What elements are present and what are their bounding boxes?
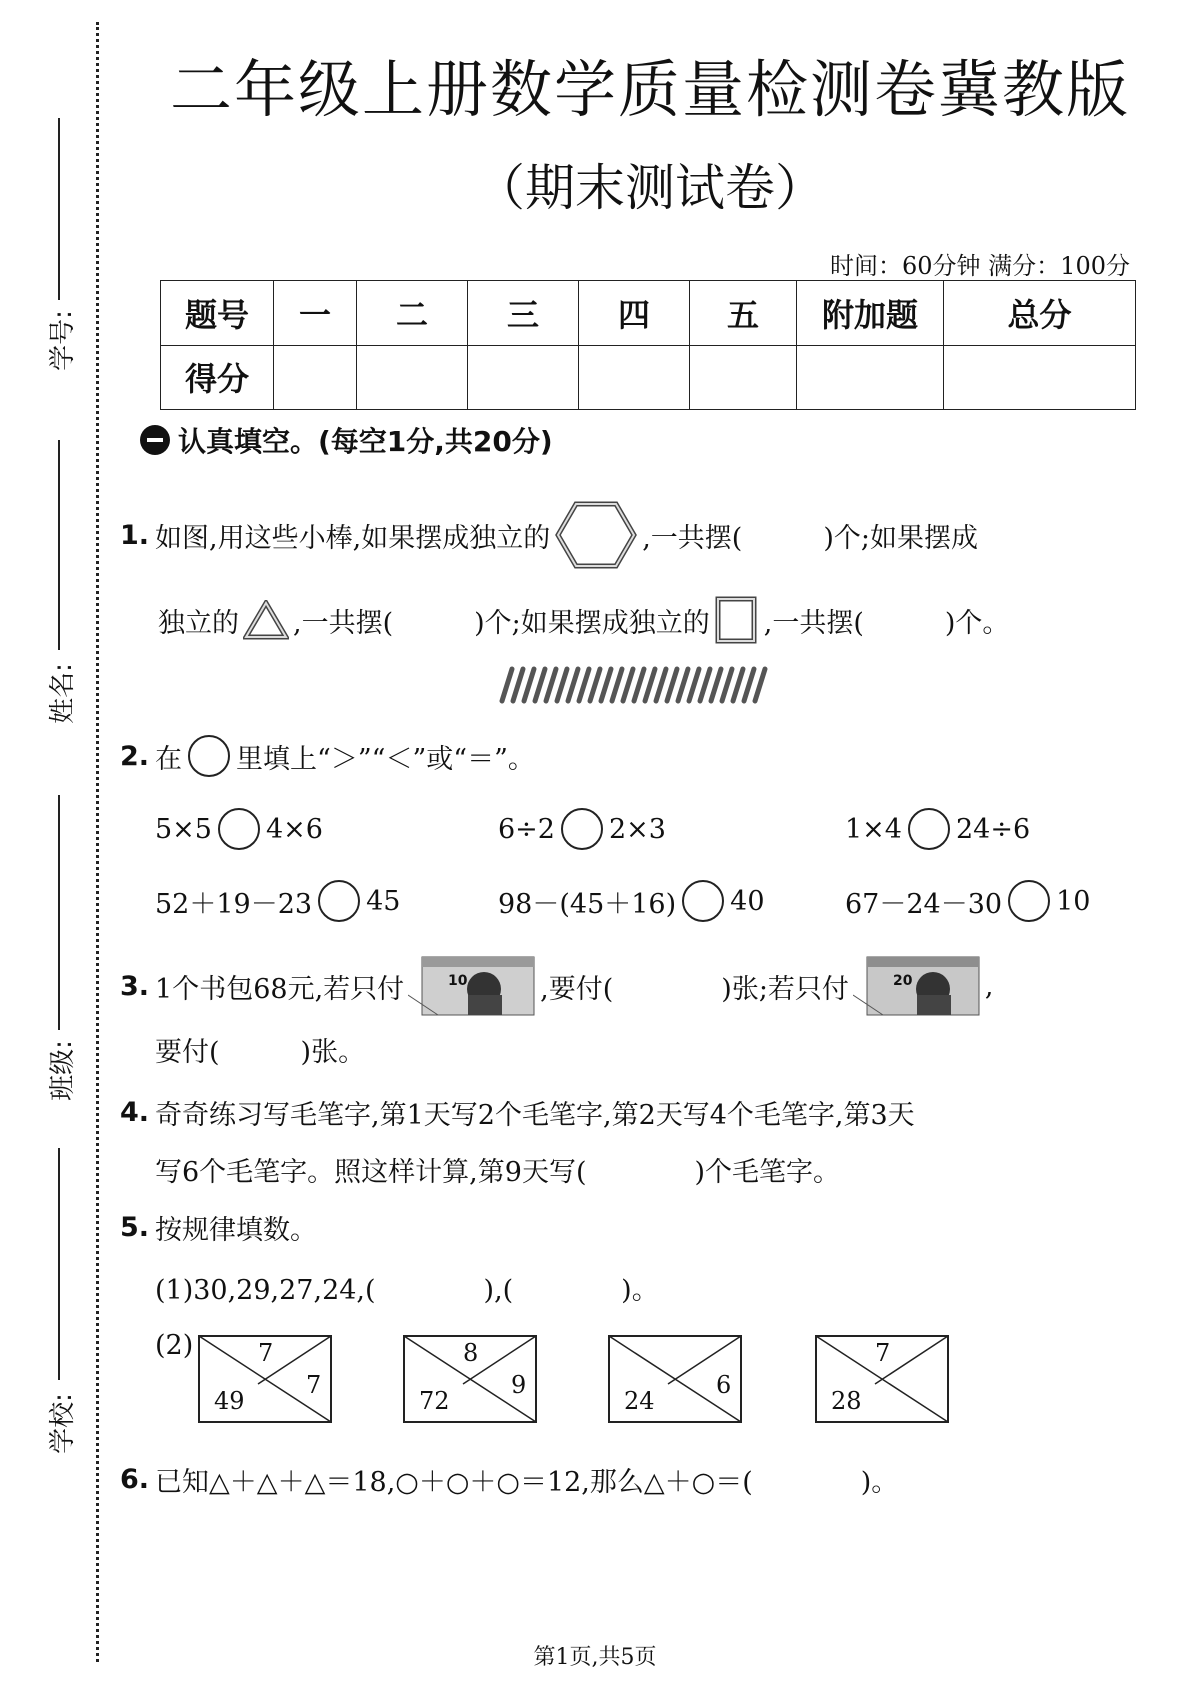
example-circle (188, 735, 230, 777)
stick (656, 669, 666, 701)
q5-part1-text: (1)30,29,27,24,( ),( )。 (155, 1275, 659, 1306)
q5-part2-label: (2) (155, 1330, 194, 1361)
envelope-top-number: 7 (258, 1339, 274, 1367)
score-header-cell: 三 (468, 281, 579, 346)
compare-circle[interactable] (318, 880, 360, 922)
score-header-cell: 二 (357, 281, 468, 346)
q2-item-left: 5×5 (155, 813, 212, 845)
section-number-badge (140, 425, 170, 455)
q2-item-left: 98－(45＋16) (498, 888, 677, 920)
stick (535, 669, 545, 701)
q2-item-left: 52＋19－23 (155, 888, 313, 920)
stick (568, 669, 578, 701)
q2-item-3 (845, 808, 1030, 850)
q6-line (120, 1460, 898, 1499)
envelope-left-number: 49 (214, 1387, 245, 1415)
q5-part-2-label (155, 1330, 193, 1361)
q2-item-right: 10 (1056, 885, 1091, 917)
envelope-top-number: 8 (463, 1339, 479, 1367)
q3-text-c: , (984, 970, 994, 1002)
q4-line1: 奇奇练习写毛笔字,第1天写2个毛笔字,第2天写4个毛笔字,第3天 (155, 1100, 915, 1131)
score-table-header-row (161, 281, 1136, 346)
stick (744, 669, 754, 701)
score-row-label: 得分 (161, 345, 274, 410)
compare-circle[interactable] (908, 808, 950, 850)
envelope-left-number: 72 (419, 1387, 450, 1415)
stick (645, 669, 655, 701)
score-cell[interactable] (274, 345, 357, 410)
score-header-cell: 附加题 (797, 281, 944, 346)
stick (733, 669, 743, 701)
stick (557, 669, 567, 701)
stick (634, 669, 644, 701)
compare-circle[interactable] (1008, 880, 1050, 922)
twenty-yuan-note-icon (853, 955, 981, 1017)
name-label: 姓名: (47, 663, 78, 724)
q2-item-1 (155, 808, 323, 850)
envelope-left-number: 28 (831, 1387, 862, 1415)
stick (546, 669, 556, 701)
compare-circle[interactable] (218, 808, 260, 850)
score-header-cell: 总分 (944, 281, 1136, 346)
square-icon (714, 595, 760, 645)
q5-text: 按规律填数。 (155, 1215, 318, 1246)
q2-line (120, 735, 535, 777)
q1-text-b: ,一共摆( )个;如果摆成 (642, 522, 978, 554)
sticks-illustration (490, 665, 780, 705)
q4-line-2 (155, 1150, 840, 1189)
q2-item-right: 4×6 (265, 813, 323, 845)
q2-item-5 (498, 880, 765, 922)
q1-text-d: ,一共摆( )个;如果摆成独立的 (293, 607, 710, 639)
score-header-cell: 五 (690, 281, 797, 346)
time-info: 时间：60分钟 满分：100分 (830, 252, 1130, 280)
stick (711, 669, 721, 701)
stick (502, 669, 512, 701)
score-cell[interactable] (690, 345, 797, 410)
score-cell[interactable] (797, 345, 944, 410)
name-line (58, 440, 60, 650)
hexagon-icon (554, 500, 638, 570)
binding-dashed-line (96, 22, 99, 1662)
score-table-score-row (161, 345, 1136, 410)
q2-item-right: 24÷6 (955, 813, 1031, 845)
stick (700, 669, 710, 701)
note-value-10: 10 (448, 973, 468, 989)
score-table (160, 280, 1136, 410)
stick (755, 669, 765, 701)
stick (590, 669, 600, 701)
q2-item-left: 1×4 (845, 813, 902, 845)
q2-number: 2. (120, 740, 150, 772)
score-header-cell: 题号 (161, 281, 274, 346)
score-cell[interactable] (468, 345, 579, 410)
q2-text-b: 里填上“＞”“＜”或“＝”。 (236, 743, 535, 775)
envelope-4 (815, 1335, 949, 1423)
envelope-right-number: 6 (716, 1371, 732, 1399)
class-line (58, 795, 60, 1030)
envelope-1 (198, 1335, 332, 1423)
school-label: 学校: (47, 1393, 78, 1454)
q5-part-1 (155, 1268, 659, 1307)
stick (667, 669, 677, 701)
student-id-line (58, 118, 60, 300)
triangle-icon (243, 600, 289, 640)
q3-line-2 (155, 1030, 365, 1069)
q2-item-4 (155, 880, 400, 922)
q2-item-right: 45 (366, 885, 401, 917)
q1-text-c: 独立的 (158, 607, 239, 639)
q6-text: 已知△＋△＋△＝18,○＋○＋○＝12,那么△＋○＝( )。 (155, 1467, 899, 1498)
stick (524, 669, 534, 701)
compare-circle[interactable] (682, 880, 724, 922)
school-line (58, 1148, 60, 1380)
score-cell[interactable] (579, 345, 690, 410)
stick (601, 669, 611, 701)
compare-circle[interactable] (561, 808, 603, 850)
exam-subtitle: （期末测试卷） (475, 159, 825, 217)
envelope-right-number: 9 (511, 1371, 527, 1399)
stick (612, 669, 622, 701)
exam-title: 二年级上册数学质量检测卷冀教版 (169, 53, 1130, 126)
envelope-3 (608, 1335, 742, 1423)
q3-text-a: 1个书包68元,若只付 (155, 973, 405, 1005)
score-cell[interactable] (944, 345, 1136, 410)
q5-line (120, 1208, 317, 1247)
stick (623, 669, 633, 701)
stick (722, 669, 732, 701)
q1-line-2 (158, 595, 1009, 645)
class-label: 班级: (47, 1040, 78, 1101)
score-header-cell: 四 (579, 281, 690, 346)
q2-item-left: 6÷2 (498, 813, 555, 845)
q1-line-1 (120, 500, 978, 570)
note-value-20: 20 (892, 973, 913, 989)
q1-text-e: ,一共摆( )个。 (763, 607, 1010, 639)
q2-item-right: 40 (730, 885, 765, 917)
section-1-heading-text: 认真填空。(每空1分,共20分) (178, 425, 553, 458)
page-number: 第1页,共5页 (533, 1645, 657, 1670)
q5-number: 5. (120, 1212, 150, 1243)
ten-yuan-note-icon (408, 955, 536, 1017)
q4-line2: 写6个毛笔字。照这样计算,第9天写( )个毛笔字。 (155, 1157, 841, 1188)
q6-number: 6. (120, 1464, 150, 1495)
q3-text-b: ,要付( )张;若只付 (540, 973, 849, 1005)
q4-line-1 (120, 1093, 915, 1132)
q1-text-a: 如图,用这些小棒,如果摆成独立的 (155, 522, 551, 554)
envelope-top-number: 7 (875, 1339, 891, 1367)
q2-item-left: 67－24－30 (845, 888, 1003, 920)
q2-item-6 (845, 880, 1090, 922)
envelope-left-number: 24 (624, 1387, 655, 1415)
stick (689, 669, 699, 701)
score-header-cell: 一 (274, 281, 357, 346)
envelope-right-number: 7 (306, 1371, 322, 1399)
q3-line-1 (120, 955, 994, 1017)
q2-item-right: 2×3 (608, 813, 666, 845)
q3-text-d: 要付( )张。 (155, 1037, 366, 1068)
q1-number: 1. (120, 519, 150, 551)
q4-number: 4. (120, 1097, 150, 1128)
stick (579, 669, 589, 701)
student-id-label: 学号: (47, 310, 78, 371)
section-1-heading (140, 420, 553, 460)
q3-number: 3. (120, 970, 150, 1002)
score-cell[interactable] (357, 345, 468, 410)
q2-text-a: 在 (155, 743, 183, 775)
envelope-2 (403, 1335, 537, 1423)
stick (513, 669, 523, 701)
q2-item-2 (498, 808, 666, 850)
stick (678, 669, 688, 701)
